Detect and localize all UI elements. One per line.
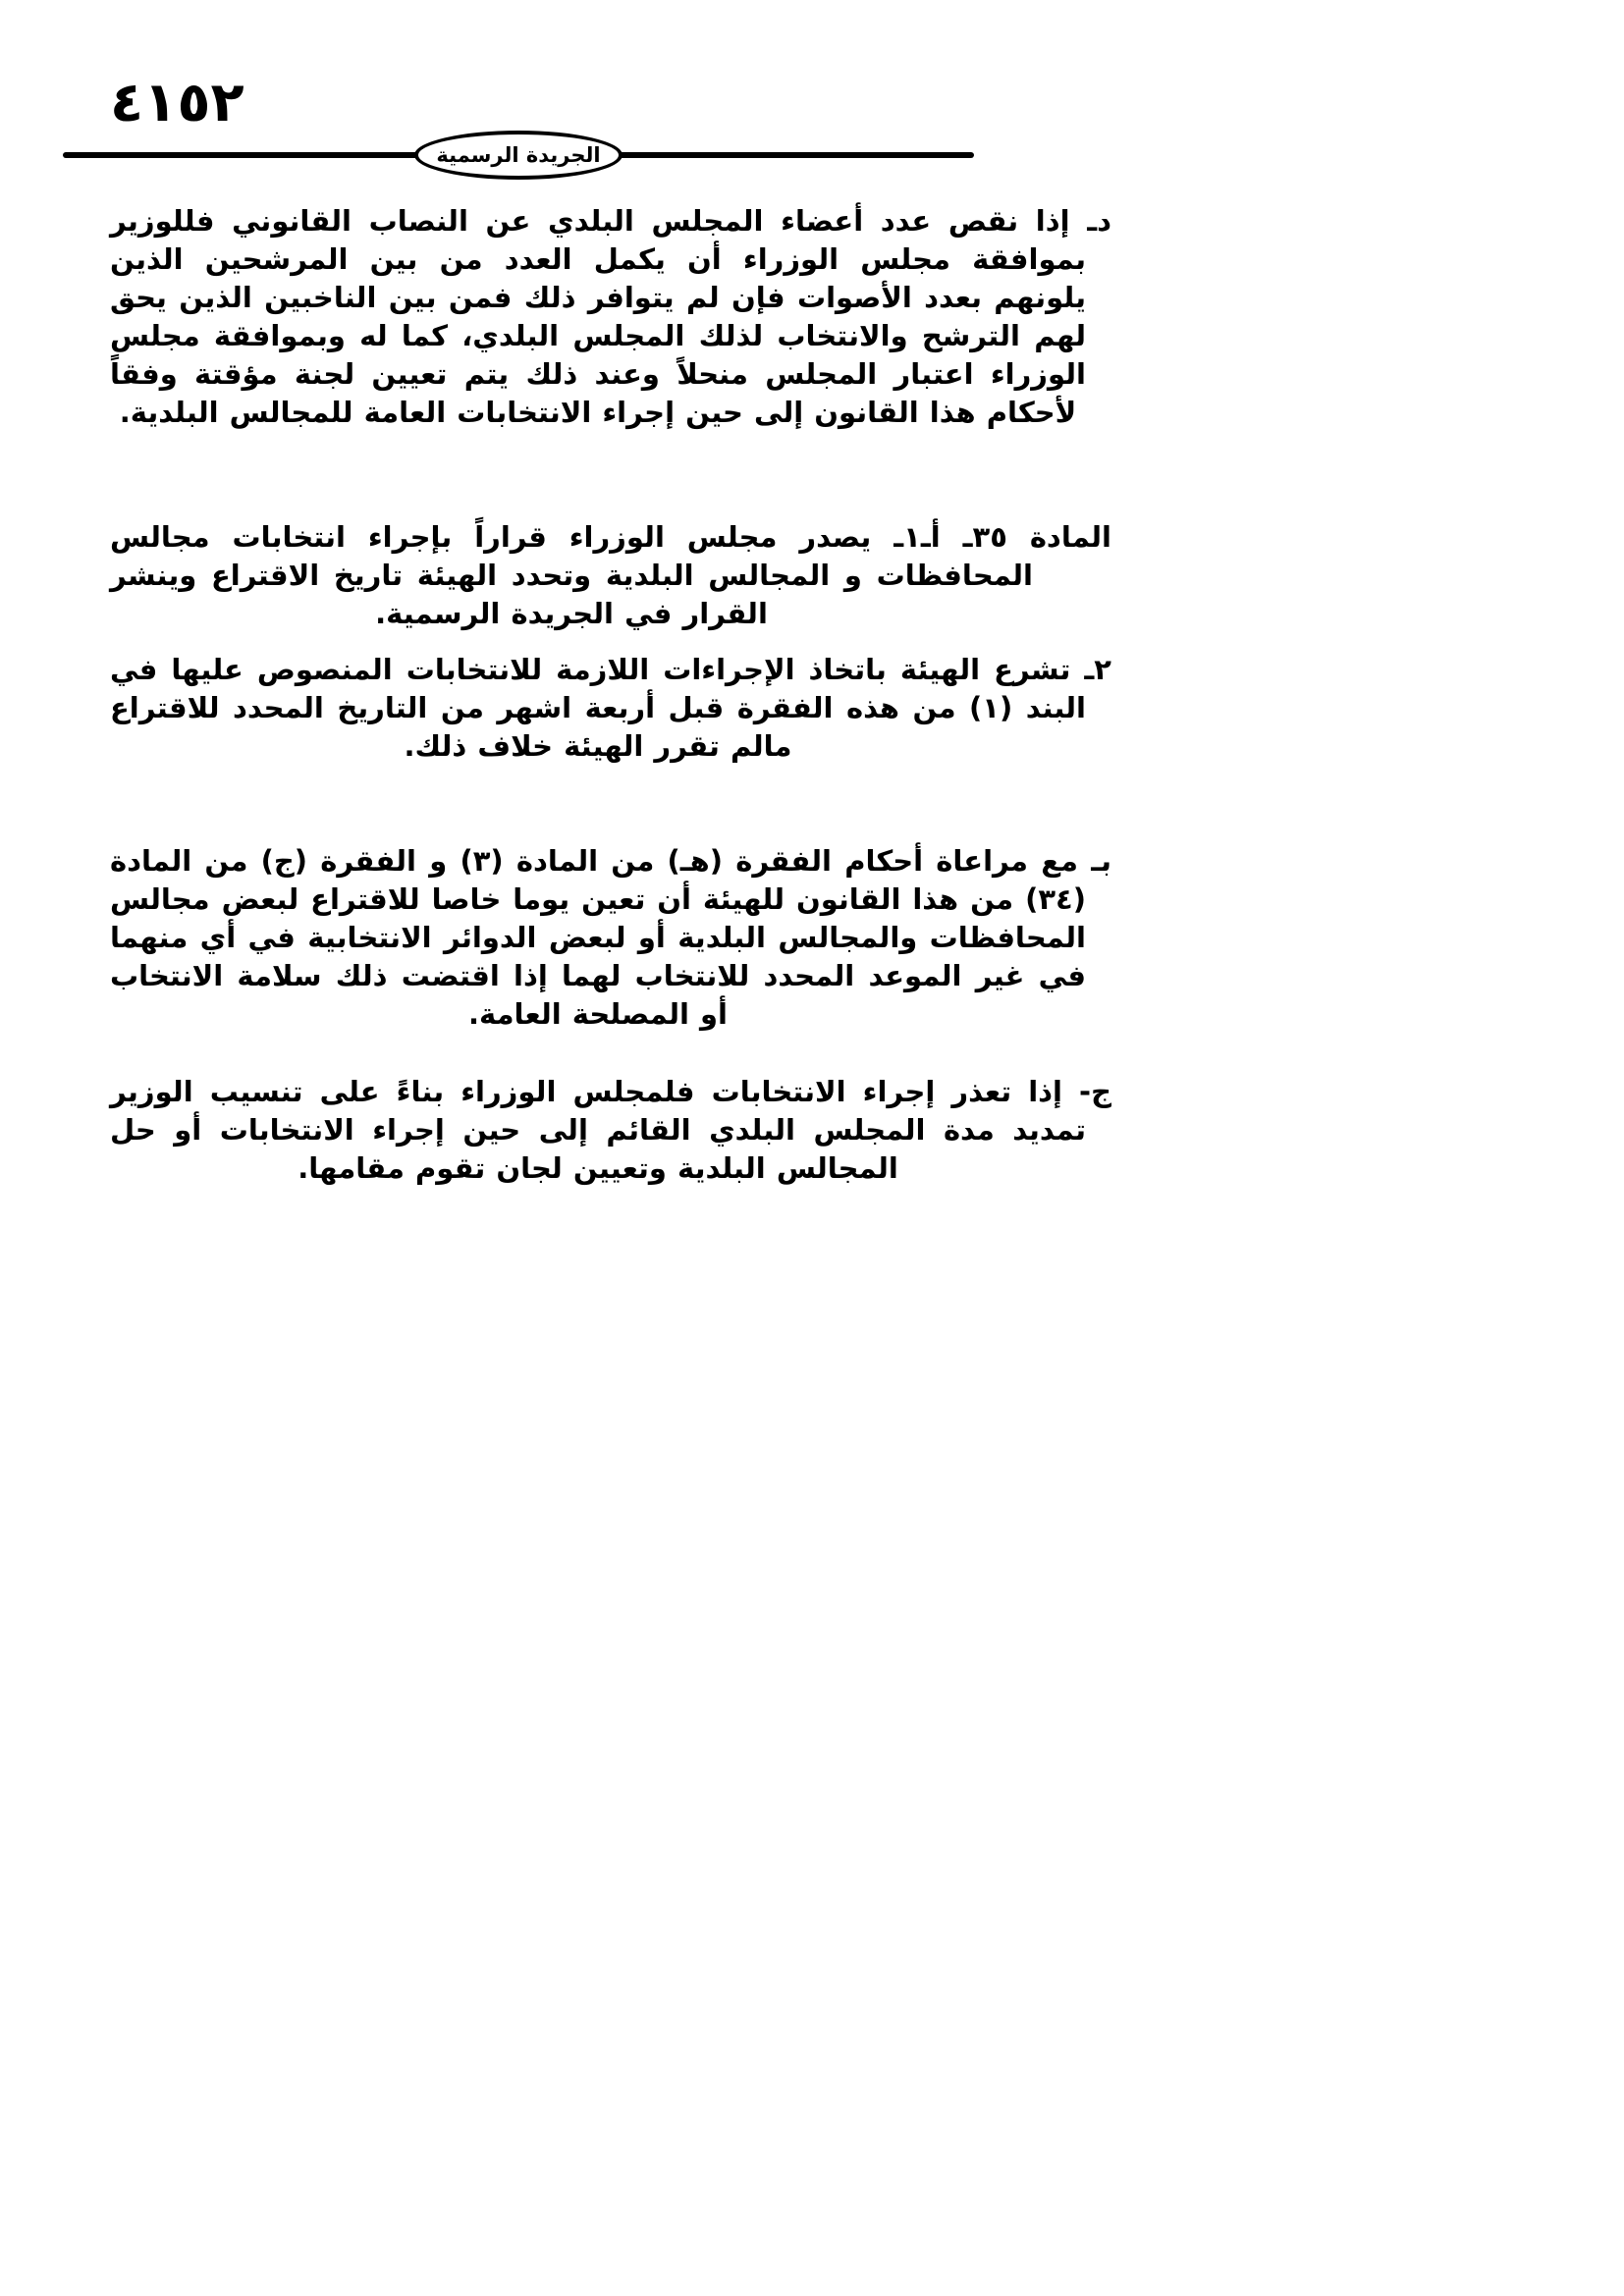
paragraph-article-35-b: بـ مع مراعاة أحكام الفقرة (هـ) من المادة (٣) و الفقرة (ج) من المادة (٣٤) من هذا القانون للهيئة أن تعين يوما خاصا للاقتراع لبعض مجالس المحافظات والمجالس البلدية أو لبعض الدوائر الانتخابية في أي منهما في غير الموعد المحدد للانتخاب لهما إذا اقتضت ذلك سلامة الانتخاب أو المصلحة العامة. (110, 844, 1111, 1031)
paragraph-article-35-a-1: المادة ٣٥ـ أـ١ـ يصدر مجلس الوزراء قراراً بإجراء انتخابات مجالس المحافظات و المجالس البلدية وتحدد الهيئة تاريخ الاقتراع وينشر القرار في الجريدة الرسمية. (110, 520, 1111, 630)
paragraph-article-35-a-2: ٢ـ تشرع الهيئة باتخاذ الإجراءات اللازمة للانتخابات المنصوص عليها في البند (١) من هذه الفقرة قبل أربعة اشهر من التاريخ المحدد للاقتراع مالم تقرر الهيئة خلاف ذلك. (110, 653, 1111, 763)
paragraph-clause-d: دـ إذا نقص عدد أعضاء المجلس البلدي عن النصاب القانوني فللوزير بموافقة مجلس الوزراء أن يكمل العدد من بين المرشحين الذين يلونهم بعدد الأصوات فإن لم يتوافر ذلك فمن بين الناخبين الذين يحق لهم الترشح والانتخاب لذلك المجلس البلدي، كما له وبموافقة مجلس الوزراء اعتبار المجلس منحلاً وعند ذلك يتم تعيين لجنة مؤقتة وفقاً لأحكام هذا القانون إلى حين إجراء الانتخابات العامة للمجالس البلدية. (110, 204, 1111, 429)
document-body (110, 202, 1111, 1188)
paragraph-article-35-j: ج- إذا تعذر إجراء الانتخابات فلمجلس الوزراء بناءً على تنسيب الوزير تمديد مدة المجلس البلدي القائم إلى حين إجراء الانتخابات أو حل المجالس البلدية وتعيين لجان تقوم مقامها. (110, 1075, 1111, 1185)
header-divider (63, 130, 974, 181)
gazette-oval-badge (414, 131, 623, 180)
gazette-badge-label: الجريدة الرسمية (436, 143, 601, 167)
page-number: ٤١٥٢ (110, 71, 244, 134)
